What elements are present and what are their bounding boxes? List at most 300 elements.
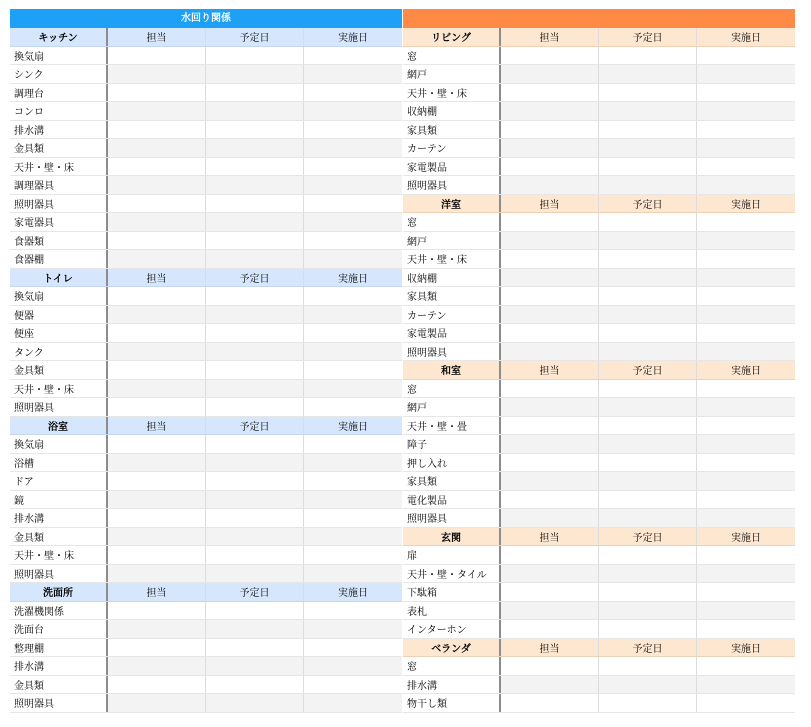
done-date-cell[interactable] — [304, 472, 402, 490]
done-date-cell[interactable] — [304, 287, 402, 305]
table-row — [10, 158, 402, 177]
assignee-cell[interactable] — [501, 657, 599, 675]
table-row — [403, 454, 795, 473]
table-row — [10, 491, 402, 510]
item-label: 扉 — [403, 546, 501, 564]
assignee-cell[interactable] — [108, 139, 206, 157]
done-date-cell[interactable] — [304, 232, 402, 250]
item-label: 天井・壁・タイル — [403, 565, 501, 583]
column-header-done: 実施日 — [731, 366, 761, 378]
item-label: 食器棚 — [10, 250, 108, 268]
done-date-cell[interactable] — [304, 158, 402, 176]
assignee-cell[interactable] — [501, 139, 599, 157]
assignee-cell[interactable] — [501, 417, 599, 435]
assignee-cell[interactable] — [108, 639, 206, 657]
assignee-cell[interactable] — [108, 528, 206, 546]
scheduled-date-cell[interactable] — [206, 158, 304, 176]
table-row — [10, 620, 402, 639]
scheduled-date-cell[interactable] — [206, 694, 304, 712]
assignee-cell[interactable] — [108, 546, 206, 564]
scheduled-date-cell[interactable] — [599, 435, 697, 453]
table-row — [10, 232, 402, 251]
table-row — [10, 250, 402, 269]
assignee-cell[interactable] — [501, 583, 599, 601]
assignee-cell[interactable] — [108, 472, 206, 490]
item-label: 収納棚 — [403, 102, 501, 120]
item-label: 天井・壁・床 — [10, 380, 108, 398]
scheduled-date-cell[interactable] — [599, 602, 697, 620]
assignee-cell[interactable] — [108, 324, 206, 342]
done-date-cell[interactable] — [697, 343, 795, 361]
table-row — [10, 65, 402, 84]
scheduled-date-cell[interactable] — [599, 65, 697, 83]
column-header-assignee: 担当 — [108, 583, 206, 601]
done-date-cell[interactable] — [304, 565, 402, 583]
item-label: 浴槽 — [10, 454, 108, 472]
scheduled-date-cell[interactable] — [599, 250, 697, 268]
scheduled-date-cell[interactable] — [206, 232, 304, 250]
section-header-row — [10, 269, 402, 288]
scheduled-date-cell[interactable] — [599, 509, 697, 527]
scheduled-date-cell[interactable] — [599, 47, 697, 65]
item-label: カーテン — [403, 139, 501, 157]
assignee-cell[interactable] — [108, 398, 206, 416]
done-date-cell[interactable] — [304, 102, 402, 120]
done-date-cell[interactable] — [304, 139, 402, 157]
done-date-cell[interactable] — [304, 639, 402, 657]
scheduled-date-cell[interactable] — [206, 398, 304, 416]
done-date-cell[interactable] — [697, 620, 795, 638]
table-row — [10, 435, 402, 454]
done-date-cell[interactable] — [697, 380, 795, 398]
done-date-cell[interactable] — [697, 694, 795, 712]
assignee-cell[interactable] — [108, 232, 206, 250]
item-label: 窓 — [403, 380, 501, 398]
item-label: 照明器具 — [10, 565, 108, 583]
assignee-cell[interactable] — [108, 65, 206, 83]
assignee-cell[interactable] — [108, 195, 206, 213]
scheduled-date-cell[interactable] — [206, 435, 304, 453]
scheduled-date-cell[interactable] — [206, 380, 304, 398]
scheduled-date-cell[interactable] — [206, 546, 304, 564]
assignee-cell[interactable] — [501, 602, 599, 620]
table-row — [403, 84, 795, 103]
scheduled-date-cell[interactable] — [599, 287, 697, 305]
assignee-cell[interactable] — [501, 47, 599, 65]
section-title: ベランダ — [403, 639, 501, 657]
done-date-cell[interactable] — [697, 65, 795, 83]
assignee-cell[interactable] — [108, 454, 206, 472]
scheduled-date-cell[interactable] — [599, 84, 697, 102]
done-date-cell[interactable] — [697, 250, 795, 268]
assignee-cell[interactable] — [108, 84, 206, 102]
table-row — [403, 287, 795, 306]
item-label: インターホン — [403, 620, 501, 638]
scheduled-date-cell[interactable] — [206, 139, 304, 157]
done-date-cell[interactable] — [304, 361, 402, 379]
done-date-cell[interactable] — [697, 121, 795, 139]
scheduled-date-cell[interactable] — [599, 565, 697, 583]
done-date-cell[interactable] — [697, 491, 795, 509]
done-date-cell[interactable] — [304, 602, 402, 620]
table-row — [10, 398, 402, 417]
column-header-scheduled: 予定日 — [599, 639, 697, 657]
column-header-assignee: 担当 — [501, 639, 599, 657]
done-date-cell[interactable] — [304, 306, 402, 324]
column-header-scheduled: 予定日 — [599, 361, 697, 379]
scheduled-date-cell[interactable] — [206, 324, 304, 342]
table-row — [403, 491, 795, 510]
done-date-cell[interactable] — [697, 676, 795, 694]
item-label: 天井・壁・床 — [403, 250, 501, 268]
done-date-cell[interactable] — [697, 417, 795, 435]
done-date-cell[interactable] — [304, 343, 402, 361]
done-date-cell[interactable] — [697, 213, 795, 231]
item-label: 家具類 — [403, 121, 501, 139]
item-label: 排水溝 — [10, 509, 108, 527]
table-row — [10, 472, 402, 491]
item-label: ドア — [10, 472, 108, 490]
done-date-cell[interactable] — [697, 84, 795, 102]
scheduled-date-cell[interactable] — [599, 343, 697, 361]
assignee-cell[interactable] — [108, 287, 206, 305]
item-label: 照明器具 — [403, 176, 501, 194]
scheduled-date-cell[interactable] — [599, 121, 697, 139]
scheduled-date-cell[interactable] — [206, 639, 304, 657]
scheduled-date-cell[interactable] — [206, 620, 304, 638]
table-row — [10, 195, 402, 214]
done-date-cell[interactable] — [304, 657, 402, 675]
scheduled-date-cell[interactable] — [206, 250, 304, 268]
table-row — [403, 250, 795, 269]
column-header-scheduled: 予定日 — [599, 28, 697, 46]
scheduled-date-cell[interactable] — [599, 398, 697, 416]
scheduled-date-cell[interactable] — [599, 694, 697, 712]
assignee-cell[interactable] — [501, 176, 599, 194]
table-row — [10, 213, 402, 232]
assignee-cell[interactable] — [108, 121, 206, 139]
assignee-cell[interactable] — [501, 121, 599, 139]
scheduled-date-cell[interactable] — [206, 509, 304, 527]
item-label: 押し入れ — [403, 454, 501, 472]
assignee-cell[interactable] — [501, 694, 599, 712]
section-header-row — [403, 528, 795, 547]
scheduled-date-cell[interactable] — [206, 176, 304, 194]
done-date-cell[interactable] — [697, 102, 795, 120]
scheduled-date-cell[interactable] — [599, 491, 697, 509]
column-header-scheduled: 予定日 — [206, 28, 304, 46]
done-date-cell[interactable] — [697, 657, 795, 675]
assignee-cell[interactable] — [501, 306, 599, 324]
assignee-cell[interactable] — [108, 435, 206, 453]
scheduled-date-cell[interactable] — [599, 546, 697, 564]
section-title: 玄関 — [403, 528, 501, 546]
scheduled-date-cell[interactable] — [599, 176, 697, 194]
table-row — [10, 694, 402, 713]
done-date-cell[interactable] — [304, 509, 402, 527]
scheduled-date-cell[interactable] — [206, 65, 304, 83]
assignee-cell[interactable] — [108, 306, 206, 324]
assignee-cell[interactable] — [501, 491, 599, 509]
scheduled-date-cell[interactable] — [599, 213, 697, 231]
item-label: 網戸 — [403, 65, 501, 83]
item-label: 下駄箱 — [403, 583, 501, 601]
assignee-cell[interactable] — [108, 509, 206, 527]
assignee-cell[interactable] — [108, 343, 206, 361]
scheduled-date-cell[interactable] — [599, 269, 697, 287]
item-label: 天井・壁・床 — [10, 158, 108, 176]
assignee-cell[interactable] — [501, 509, 599, 527]
table-row — [403, 269, 795, 288]
item-label: 照明器具 — [403, 509, 501, 527]
scheduled-date-cell[interactable] — [206, 121, 304, 139]
done-date-cell[interactable] — [697, 269, 795, 287]
assignee-cell[interactable] — [501, 565, 599, 583]
done-date-cell[interactable] — [697, 546, 795, 564]
scheduled-date-cell[interactable] — [599, 306, 697, 324]
scheduled-date-cell[interactable] — [599, 620, 697, 638]
scheduled-date-cell[interactable] — [599, 417, 697, 435]
assignee-cell[interactable] — [108, 565, 206, 583]
item-label: 家具類 — [403, 472, 501, 490]
done-date-cell[interactable] — [304, 491, 402, 509]
scheduled-date-cell[interactable] — [206, 565, 304, 583]
done-date-cell[interactable] — [697, 139, 795, 157]
assignee-cell[interactable] — [108, 380, 206, 398]
column-header-scheduled: 予定日 — [599, 195, 697, 213]
assignee-cell[interactable] — [108, 620, 206, 638]
done-date-cell[interactable] — [697, 509, 795, 527]
scheduled-date-cell[interactable] — [206, 102, 304, 120]
scheduled-date-cell[interactable] — [599, 158, 697, 176]
table-row — [10, 84, 402, 103]
done-date-cell[interactable] — [304, 676, 402, 694]
done-date-cell[interactable] — [697, 565, 795, 583]
scheduled-date-cell[interactable] — [599, 139, 697, 157]
done-date-cell[interactable] — [304, 694, 402, 712]
table-row — [403, 47, 795, 66]
assignee-cell[interactable] — [501, 84, 599, 102]
scheduled-date-cell[interactable] — [206, 676, 304, 694]
assignee-cell[interactable] — [501, 435, 599, 453]
item-label: 収納棚 — [403, 269, 501, 287]
table-row — [403, 324, 795, 343]
section-title: リビング — [403, 28, 501, 46]
assignee-cell[interactable] — [108, 213, 206, 231]
scheduled-date-cell[interactable] — [599, 324, 697, 342]
column-header-done: 実施日 — [338, 588, 368, 600]
scheduled-date-cell[interactable] — [206, 454, 304, 472]
item-label: 整理棚 — [10, 639, 108, 657]
living-area-banner — [403, 9, 795, 28]
table-row — [10, 639, 402, 658]
done-date-cell[interactable] — [697, 398, 795, 416]
done-date-cell[interactable] — [697, 287, 795, 305]
assignee-cell[interactable] — [501, 398, 599, 416]
done-date-cell[interactable] — [304, 620, 402, 638]
assignee-cell[interactable] — [501, 65, 599, 83]
table-row — [10, 287, 402, 306]
section-header-row — [403, 361, 795, 380]
section-title: 和室 — [403, 361, 501, 379]
scheduled-date-cell[interactable] — [206, 47, 304, 65]
column-header-done: 実施日 — [731, 643, 761, 655]
assignee-cell[interactable] — [108, 176, 206, 194]
scheduled-date-cell[interactable] — [599, 676, 697, 694]
item-label: 食器類 — [10, 232, 108, 250]
done-date-cell[interactable] — [304, 324, 402, 342]
item-label: タンク — [10, 343, 108, 361]
scheduled-date-cell[interactable] — [206, 213, 304, 231]
item-label: 金具類 — [10, 676, 108, 694]
scheduled-date-cell[interactable] — [206, 361, 304, 379]
scheduled-date-cell[interactable] — [206, 491, 304, 509]
done-date-cell[interactable] — [304, 195, 402, 213]
section-header-row — [10, 417, 402, 436]
scheduled-date-cell[interactable] — [206, 657, 304, 675]
assignee-cell[interactable] — [108, 361, 206, 379]
item-label: 窓 — [403, 47, 501, 65]
table-row — [403, 139, 795, 158]
section-title: キッチン — [10, 28, 108, 46]
assignee-cell[interactable] — [501, 620, 599, 638]
done-date-cell[interactable] — [304, 398, 402, 416]
scheduled-date-cell[interactable] — [599, 583, 697, 601]
assignee-cell[interactable] — [108, 657, 206, 675]
section-header-row — [403, 28, 795, 47]
assignee-cell[interactable] — [501, 250, 599, 268]
assignee-cell[interactable] — [501, 676, 599, 694]
done-date-cell[interactable] — [304, 528, 402, 546]
item-label: 窓 — [403, 657, 501, 675]
done-date-cell[interactable] — [304, 47, 402, 65]
assignee-cell[interactable] — [108, 158, 206, 176]
item-label: 家電器具 — [10, 213, 108, 231]
done-date-cell[interactable] — [697, 176, 795, 194]
column-header-done: 実施日 — [731, 532, 761, 544]
done-date-cell[interactable] — [304, 84, 402, 102]
done-date-cell[interactable] — [697, 472, 795, 490]
table-row — [403, 232, 795, 251]
assignee-cell[interactable] — [501, 472, 599, 490]
assignee-cell[interactable] — [501, 102, 599, 120]
assignee-cell[interactable] — [501, 213, 599, 231]
assignee-cell[interactable] — [108, 47, 206, 65]
scheduled-date-cell[interactable] — [206, 287, 304, 305]
column-header-done: 実施日 — [731, 199, 761, 211]
done-date-cell[interactable] — [304, 435, 402, 453]
done-date-cell[interactable] — [697, 583, 795, 601]
assignee-cell[interactable] — [501, 343, 599, 361]
assignee-cell[interactable] — [501, 232, 599, 250]
scheduled-date-cell[interactable] — [206, 195, 304, 213]
done-date-cell[interactable] — [697, 454, 795, 472]
table-row — [10, 676, 402, 695]
table-row — [403, 676, 795, 695]
item-label: 電化製品 — [403, 491, 501, 509]
done-date-cell[interactable] — [697, 232, 795, 250]
table-row — [10, 324, 402, 343]
scheduled-date-cell[interactable] — [206, 84, 304, 102]
table-row — [403, 509, 795, 528]
table-row — [403, 102, 795, 121]
scheduled-date-cell[interactable] — [599, 657, 697, 675]
item-label: 天井・壁・床 — [403, 84, 501, 102]
done-date-cell[interactable] — [304, 454, 402, 472]
done-date-cell[interactable] — [304, 176, 402, 194]
done-date-cell[interactable] — [304, 65, 402, 83]
assignee-cell[interactable] — [108, 694, 206, 712]
scheduled-date-cell[interactable] — [206, 472, 304, 490]
table-row — [10, 176, 402, 195]
scheduled-date-cell[interactable] — [599, 472, 697, 490]
table-row — [403, 398, 795, 417]
column-header-scheduled: 予定日 — [599, 528, 697, 546]
assignee-cell[interactable] — [108, 602, 206, 620]
done-date-cell[interactable] — [697, 602, 795, 620]
assignee-cell[interactable] — [501, 287, 599, 305]
scheduled-date-cell[interactable] — [206, 528, 304, 546]
scheduled-date-cell[interactable] — [599, 102, 697, 120]
assignee-cell[interactable] — [108, 102, 206, 120]
assignee-cell[interactable] — [108, 676, 206, 694]
scheduled-date-cell[interactable] — [206, 343, 304, 361]
item-label: 障子 — [403, 435, 501, 453]
table-row — [403, 565, 795, 584]
assignee-cell[interactable] — [501, 380, 599, 398]
item-label: 網戸 — [403, 398, 501, 416]
done-date-cell[interactable] — [304, 546, 402, 564]
done-date-cell[interactable] — [697, 158, 795, 176]
scheduled-date-cell[interactable] — [599, 454, 697, 472]
done-date-cell[interactable] — [304, 121, 402, 139]
table-row — [10, 139, 402, 158]
done-date-cell[interactable] — [304, 250, 402, 268]
table-row — [10, 509, 402, 528]
table-row — [403, 213, 795, 232]
table-row — [403, 343, 795, 362]
column-header-done: 実施日 — [338, 421, 368, 433]
scheduled-date-cell[interactable] — [599, 380, 697, 398]
table-row — [403, 158, 795, 177]
scheduled-date-cell[interactable] — [599, 232, 697, 250]
done-date-cell[interactable] — [697, 47, 795, 65]
item-label: 照明器具 — [10, 195, 108, 213]
done-date-cell[interactable] — [697, 306, 795, 324]
item-label: 家電製品 — [403, 158, 501, 176]
item-label: 便座 — [10, 324, 108, 342]
table-row — [403, 65, 795, 84]
done-date-cell[interactable] — [697, 324, 795, 342]
assignee-cell[interactable] — [108, 491, 206, 509]
assignee-cell[interactable] — [501, 324, 599, 342]
assignee-cell[interactable] — [501, 454, 599, 472]
item-label: シンク — [10, 65, 108, 83]
assignee-cell[interactable] — [501, 546, 599, 564]
done-date-cell[interactable] — [304, 213, 402, 231]
scheduled-date-cell[interactable] — [206, 306, 304, 324]
item-label: 照明器具 — [403, 343, 501, 361]
assignee-cell[interactable] — [501, 158, 599, 176]
scheduled-date-cell[interactable] — [206, 602, 304, 620]
assignee-cell[interactable] — [501, 269, 599, 287]
done-date-cell[interactable] — [697, 435, 795, 453]
done-date-cell[interactable] — [304, 380, 402, 398]
item-label: カーテン — [403, 306, 501, 324]
item-label: 表札 — [403, 602, 501, 620]
assignee-cell[interactable] — [108, 250, 206, 268]
table-row — [403, 417, 795, 436]
